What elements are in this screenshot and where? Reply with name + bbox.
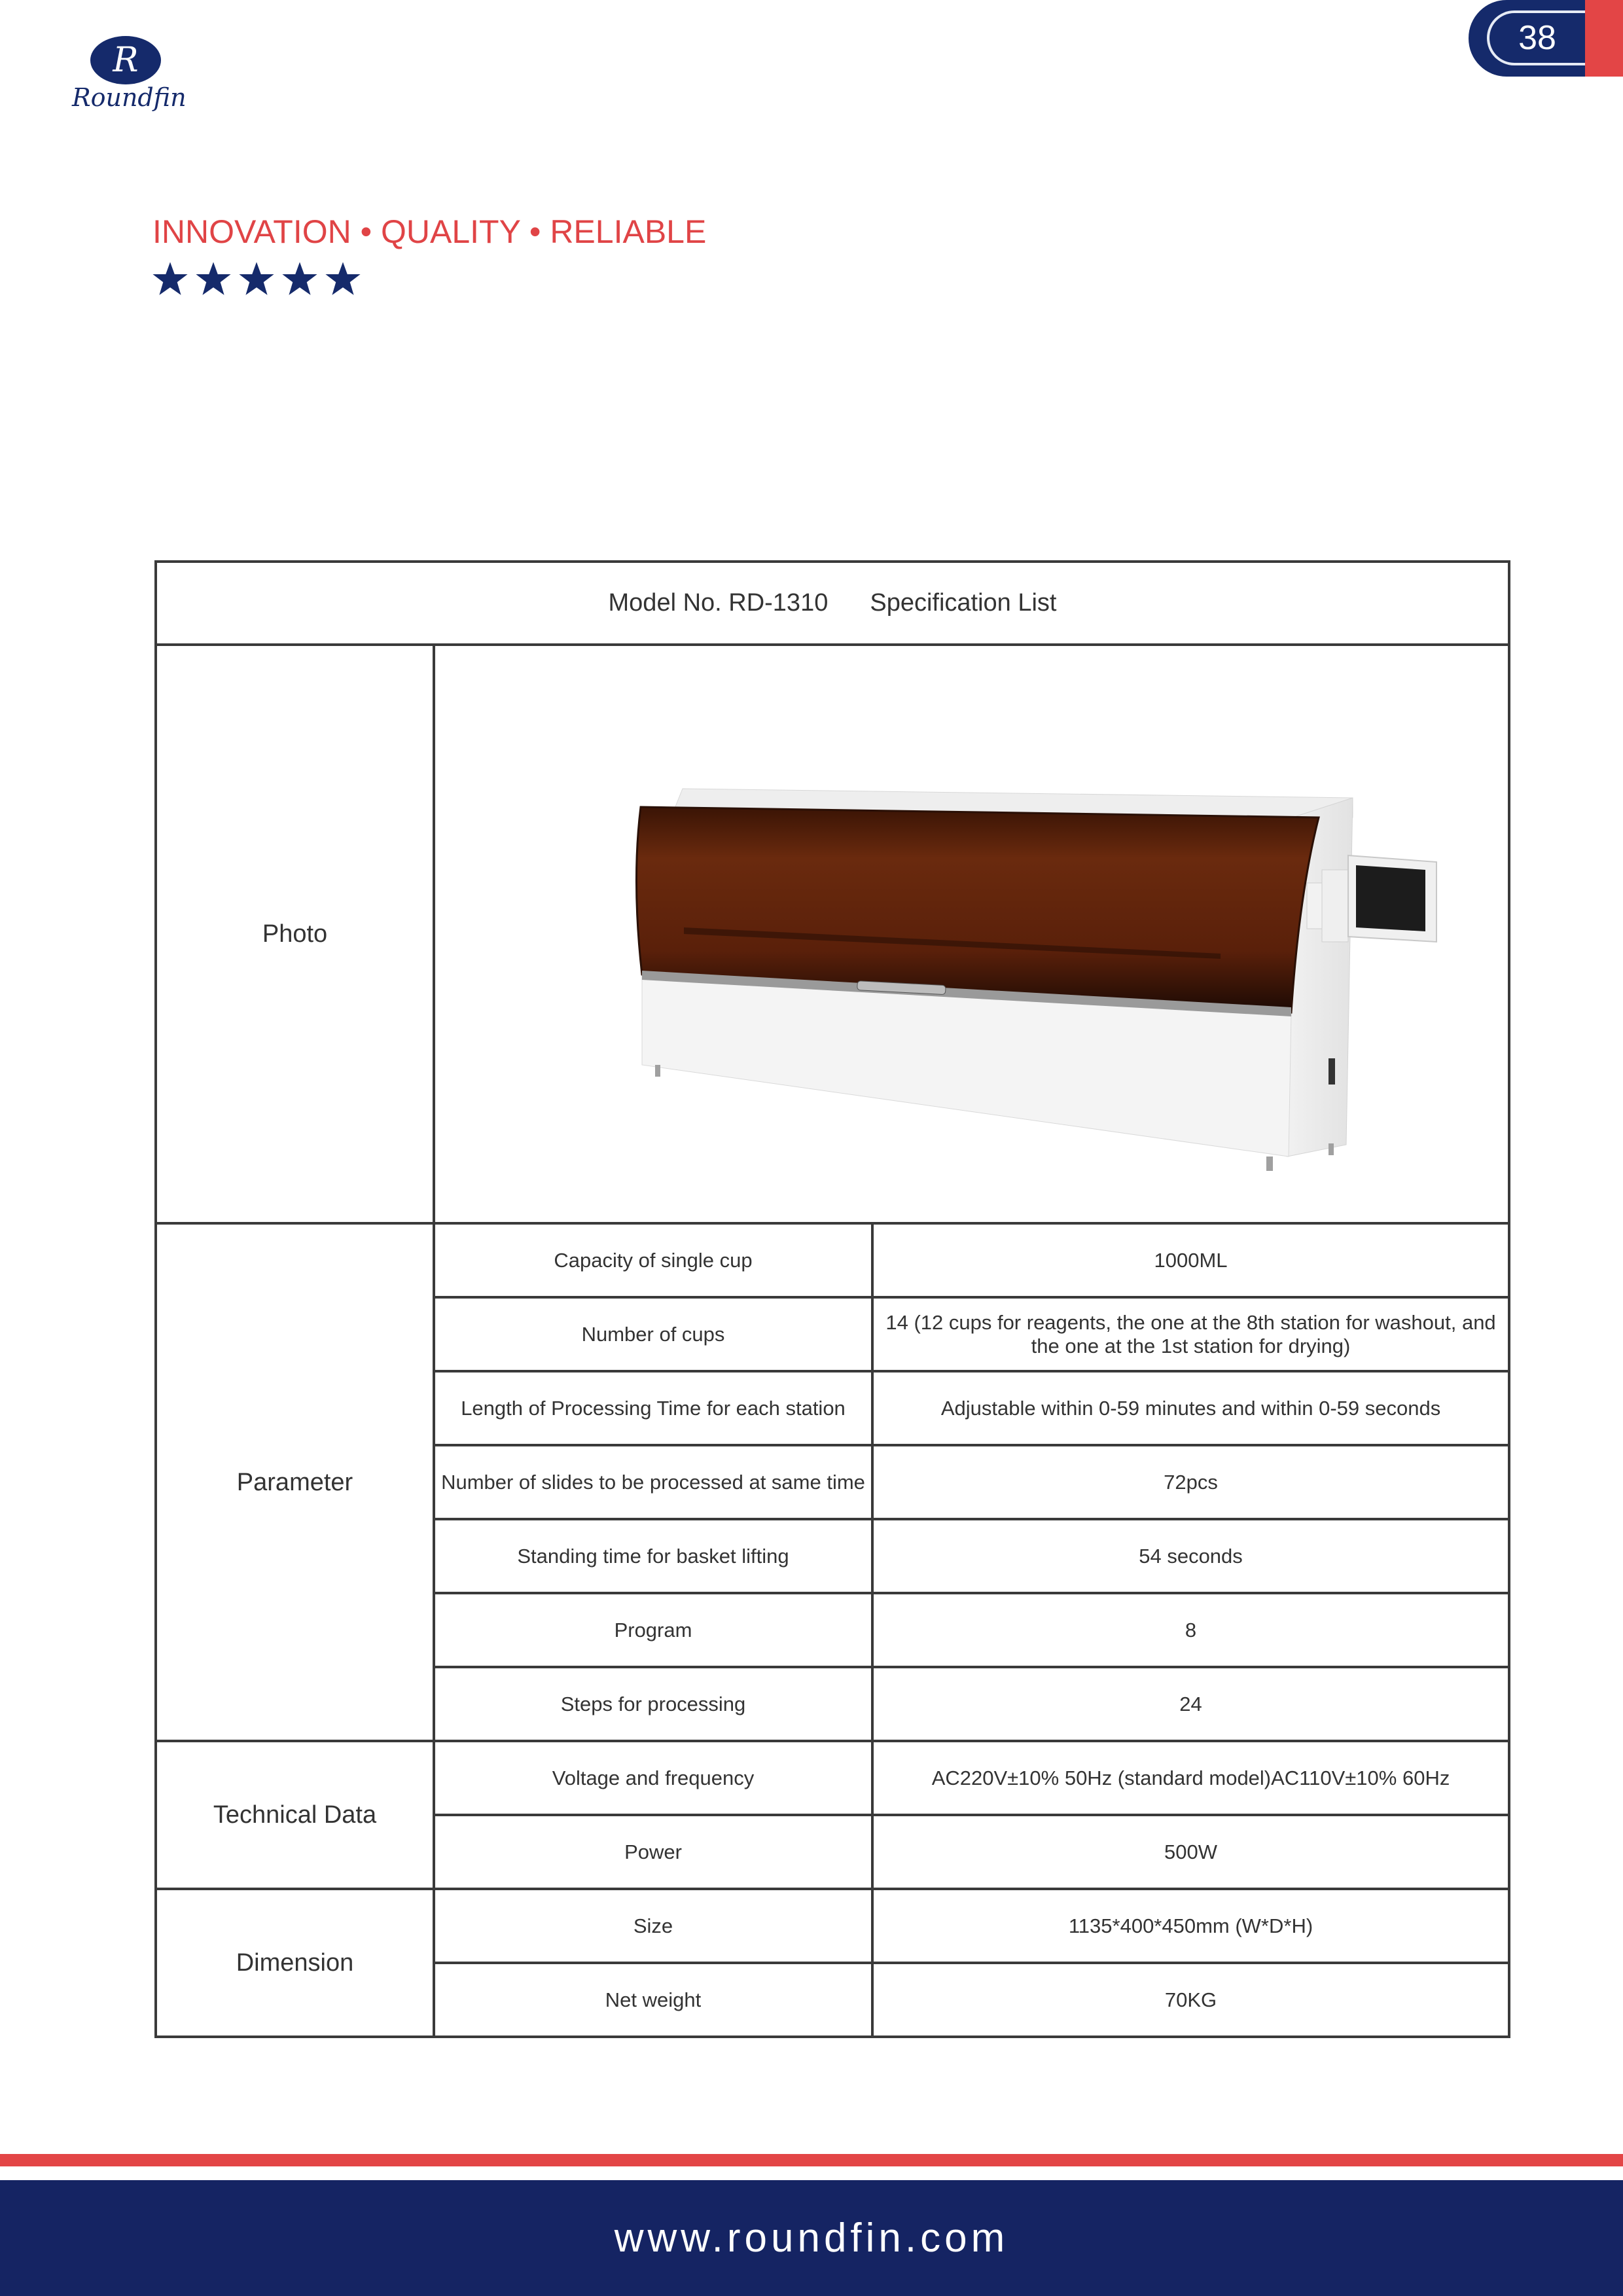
spec-name: Number of cups: [434, 1297, 872, 1371]
spec-value: 72pcs: [872, 1445, 1509, 1519]
spec-value: 14 (12 cups for reagents, the one at the 8th station for washout, and the one at the 1st station for drying): [872, 1297, 1509, 1371]
page-number-tab: [1469, 0, 1585, 77]
logo-emblem-icon: R: [90, 36, 161, 84]
spec-name: Net weight: [434, 1963, 872, 2037]
product-photo: [527, 646, 1443, 1222]
spec-value: 1135*400*450mm (W*D*H): [872, 1889, 1509, 1963]
star-icon: [238, 260, 275, 297]
spec-value: 54 seconds: [872, 1519, 1509, 1593]
group-label-parameter: Parameter: [156, 1223, 434, 1741]
spec-name: Length of Processing Time for each station: [434, 1371, 872, 1445]
spec-value: 70KG: [872, 1963, 1509, 2037]
spec-name: Steps for processing: [434, 1667, 872, 1741]
spec-name: Number of slides to be processed at same time: [434, 1445, 872, 1519]
logo-wordmark: Roundfin: [72, 83, 187, 112]
rating-stars: [152, 260, 361, 297]
spec-value: 500W: [872, 1815, 1509, 1889]
spec-name: Standing time for basket lifting: [434, 1519, 872, 1593]
star-icon: [281, 260, 318, 297]
footer-red-stripe: [0, 2154, 1623, 2166]
photo-label: Photo: [156, 645, 434, 1223]
spec-value: 1000ML: [872, 1223, 1509, 1297]
star-icon: [325, 260, 361, 297]
website-link[interactable]: www.roundfin.com: [614, 2215, 1009, 2261]
spec-name: Capacity of single cup: [434, 1223, 872, 1297]
spec-list-title: Specification List: [870, 589, 1057, 617]
spec-value: 24: [872, 1667, 1509, 1741]
spec-name: Size: [434, 1889, 872, 1963]
spec-name: Power: [434, 1815, 872, 1889]
page-tab-accent: [1585, 0, 1623, 77]
spec-name: Program: [434, 1593, 872, 1667]
table-title: [156, 562, 1509, 645]
model-number: Model No. RD-1310: [608, 589, 829, 617]
group-label-technical-data: Technical Data: [156, 1741, 434, 1889]
spec-value: AC220V±10% 50Hz (standard model)AC110V±10% 60Hz: [872, 1741, 1509, 1815]
specification-table: [154, 560, 1510, 2038]
roundfin-logo: [72, 36, 187, 118]
group-label-dimension: Dimension: [156, 1889, 434, 2037]
product-photo-cell: [434, 645, 1509, 1223]
slogan: INNOVATION • QUALITY • RELIABLE: [152, 213, 707, 250]
spec-name: Voltage and frequency: [434, 1741, 872, 1815]
page-number: 38: [1518, 19, 1556, 57]
footer-bar: [0, 2180, 1623, 2296]
star-icon: [195, 260, 232, 297]
spec-value: Adjustable within 0-59 minutes and within 0-59 seconds: [872, 1371, 1509, 1445]
star-icon: [152, 260, 188, 297]
spec-value: 8: [872, 1593, 1509, 1667]
